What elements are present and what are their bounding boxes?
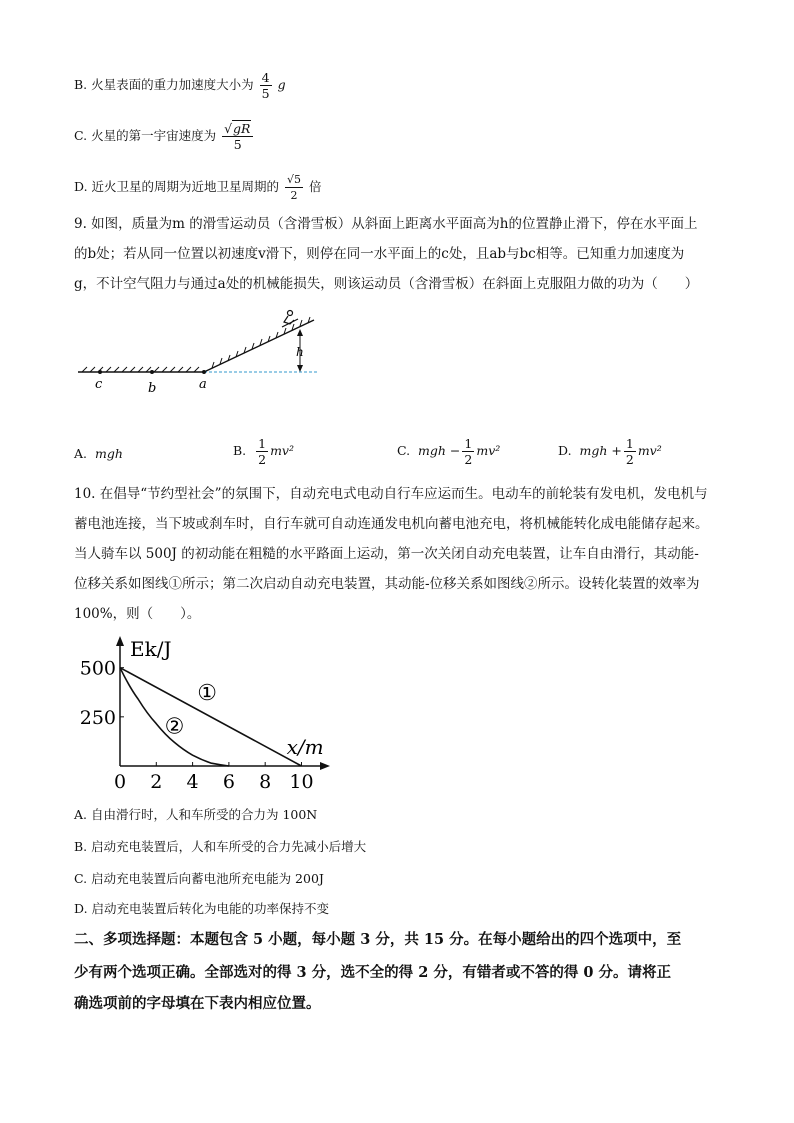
fraction (256, 436, 268, 467)
radicand: gR (233, 121, 251, 136)
q9-stem-line-2: 的b处；若从同一位置以初速度v滑下，则停在同一水平面上的c处，且ab与bc相等。已知重力加速度为 (74, 246, 685, 262)
q9-stem-line-1: 9. 如图，质量为m 的滑雪运动员（含滑雪板）从斜面上距离水平面高为h的位置静止滑下，停在水平面上 (74, 216, 698, 232)
point-label-a: a (199, 377, 207, 392)
option-text: 火星的第一宇宙速度为 (91, 128, 217, 143)
x-tick-label: 10 (289, 771, 314, 793)
series-1-label: ① (197, 681, 217, 707)
option-tail: 倍 (309, 179, 322, 194)
q10-option-a: A. 自由滑行时，人和车所受的合力为 100N (74, 807, 318, 822)
q10-stem-line-3: 当人骑车以 500J 的初动能在粗糙的水平路面上运动，第一次关闭自动充电装置，让车自由滑行，其动能- (74, 546, 699, 562)
option-label: B. (74, 77, 88, 92)
option-pre: mgh − (418, 443, 461, 458)
q10-option-d: D. 启动充电装置后转化为电能的功率保持不变 (74, 901, 330, 916)
q10-option-c: C. 启动充电装置后向蓄电池所充电能为 200J (74, 871, 324, 886)
chart-labels (130, 637, 324, 759)
series-2-label: ② (164, 714, 185, 740)
q9-option-c (397, 436, 500, 467)
y-tick-label: 500 (79, 657, 116, 680)
option-text: 火星表面的重力加速度大小为 (91, 77, 254, 92)
y-tick-label: 250 (79, 706, 116, 729)
denominator: 2 (464, 452, 473, 467)
q8-option-c (74, 121, 255, 152)
numerator: 1 (625, 436, 634, 451)
section2-line-1: 二、多项选择题：本题包含 5 小题，每小题 3 分，共 15 分。在每小题给出的四个选项中，至 (74, 931, 682, 948)
option-tail: mv² (637, 443, 662, 458)
point-label-c: c (95, 377, 103, 392)
x-axis-label: x/m (286, 735, 324, 759)
fraction (260, 70, 272, 101)
numerator: 4 (261, 70, 270, 85)
numerator (222, 121, 253, 137)
height-label-h: h (296, 345, 304, 359)
x-tick-label: 8 (259, 771, 272, 793)
denominator: 5 (233, 137, 242, 152)
option-tail: mv² (476, 443, 501, 458)
option-label: C. (397, 443, 411, 458)
option-label: B. (233, 443, 247, 458)
chart-ticks (80, 658, 314, 793)
y-axis-arrow (116, 636, 124, 646)
q9-option-d (558, 436, 662, 467)
q10-stem-line-2: 蓄电池连接，当下坡或刹车时，自行车就可自动连通发电机向蓄电池充电，将机械能转化成电能储存起来。 (74, 516, 709, 532)
option-pre: mgh + (579, 443, 622, 458)
q10-stem-line-4: 位移关系如图线①所示；第二次启动自动充电装置，其动能-位移关系如图线②所示。设转化装置的效率为 (74, 576, 700, 592)
fraction (285, 172, 303, 203)
option-tail: mv² (270, 443, 295, 458)
option-text: 近火卫星的周期为近地卫星周期的 (91, 179, 280, 194)
skier-icon (282, 311, 298, 328)
denominator: 2 (625, 452, 634, 467)
option-label: A. (74, 446, 88, 461)
numerator: 1 (258, 436, 267, 451)
q8-option-d (74, 172, 322, 203)
q9-option-a (74, 444, 123, 464)
option-label: D. (74, 179, 88, 194)
numerator: √5 (287, 173, 302, 186)
option-label: D. (558, 443, 572, 458)
x-axis-arrow (320, 762, 330, 770)
fraction (222, 121, 253, 152)
denominator: 5 (261, 86, 270, 101)
q10-stem-line-5: 100%，则（ ）。 (74, 606, 201, 622)
x-tick-label: 4 (186, 771, 199, 793)
q8-option-b (74, 70, 286, 101)
x-tick-label: 2 (150, 771, 163, 793)
q9-slope-figure (70, 304, 330, 404)
q10-ek-x-chart (74, 634, 354, 798)
y-axis-label: Ek/J (130, 637, 172, 661)
option-label: C. (74, 128, 88, 143)
q10-stem-line-1: 10. 在倡导“节约型社会”的氛围下，自动充电式电动自行车应运而生。电动车的前轮装有发电机，发电机与 (74, 486, 708, 502)
option-expr: mgh (94, 446, 123, 461)
fraction (462, 436, 474, 467)
x-tick-label: 0 (113, 771, 127, 793)
section2-line-3: 确选项前的字母填在下表内相应位置。 (74, 995, 321, 1012)
numerator: 1 (464, 436, 473, 451)
q9-stem-line-3: g，不计空气阻力与通过a处的机械能损失，则该运动员（含滑雪板）在斜面上克服阻力做的功为（ ） (74, 276, 699, 292)
option-tail: g (277, 77, 286, 92)
x-tick-label: 6 (222, 771, 235, 793)
denominator: 2 (258, 452, 267, 467)
q9-option-b (233, 436, 294, 467)
point-label-b: b (148, 381, 157, 396)
section2-line-2: 少有两个选项正确。全部选对的得 3 分，选不全的得 2 分，有错者或不答的得 0 分。请将正 (74, 964, 672, 981)
denominator: 2 (290, 189, 298, 202)
q10-option-b: B. 启动充电装置后，人和车所受的合力先减小后增大 (74, 839, 367, 854)
sqrt-symbol: √gR (224, 121, 251, 136)
fraction (624, 436, 636, 467)
